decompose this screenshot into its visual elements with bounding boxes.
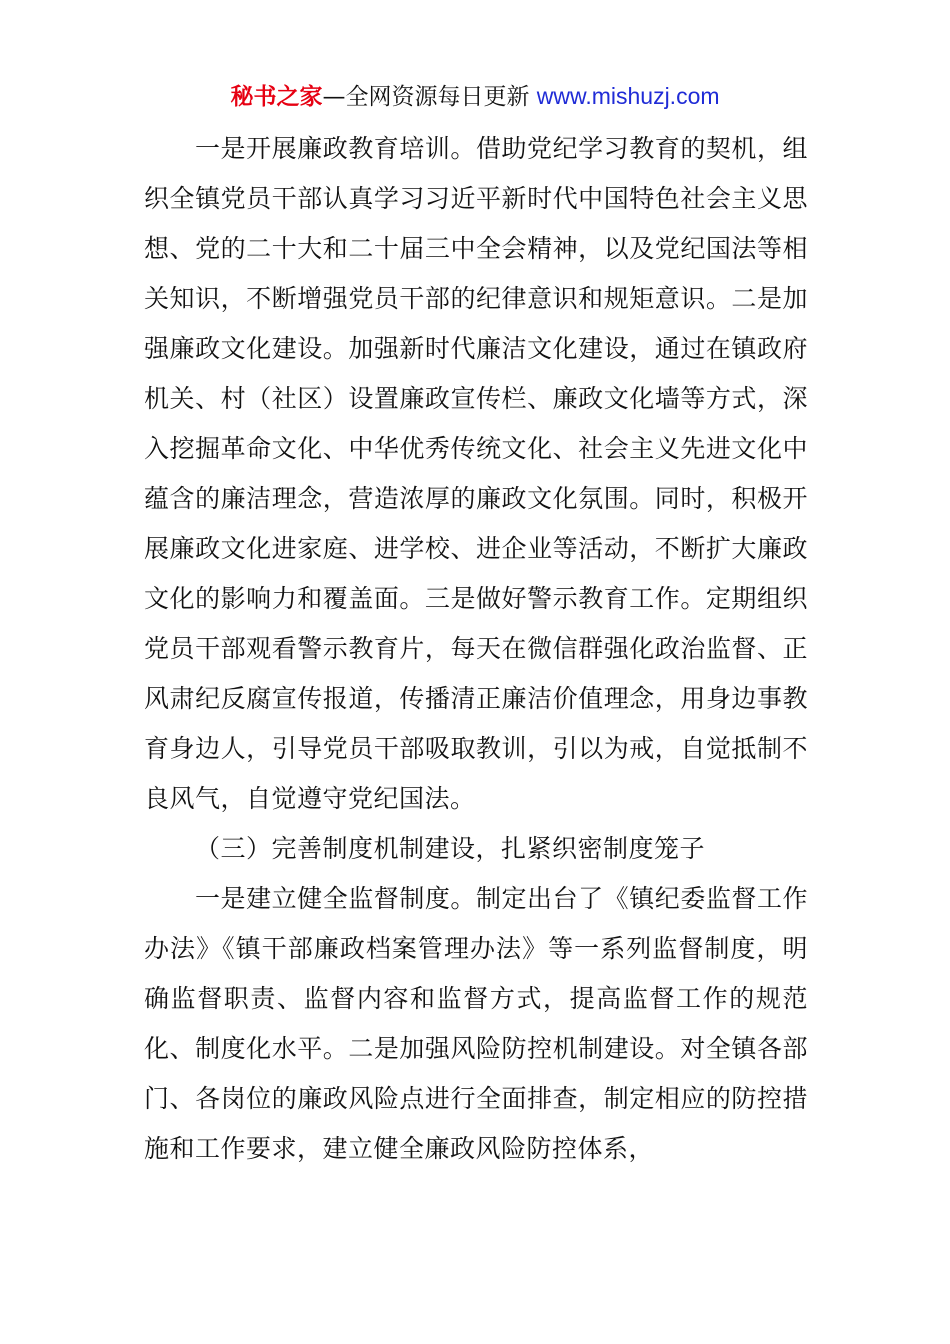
paragraph-system: 一是建立健全监督制度。制定出台了《镇纪委监督工作办法》《镇干部廉政档案管理办法》等一系列监督制度，明确监督职责、监督内容和监督方式，提高监督工作的规范化、制度化水平。二是加强风险防控机制建设。对全镇各部门、各岗位的廉政风险点进行全面排查，制定相应的防控措施和工作要求，建立健全廉政风险防控体系， bbox=[144, 884, 808, 1163]
site-url: www.mishuzj.com bbox=[536, 83, 720, 109]
paragraph-education: 一是开展廉政教育培训。借助党纪学习教育的契机，组织全镇党员干部认真学习习近平新时代中国特色社会主义思想、党的二十大和二十届三中全会精神，以及党纪国法等相关知识，不断增强党员干部的纪律意识和规矩意识。二是加强廉政文化建设。加强新时代廉洁文化建设，通过在镇政府机关、村（社区）设置廉政宣传栏、廉政文化墙等方式，深入挖掘革命文化、中华优秀传统文化、社会主义先进文化中蕴含的廉洁理念，营造浓厚的廉政文化氛围。同时，积极开展廉政文化进家庭、进学校、进企业等活动，不断扩大廉政文化的影响力和覆盖面。三是做好警示教育工作。定期组织党员干部观看警示教育片，每天在微信群强化政治监督、正风肃纪反腐宣传报道，传播清正廉洁价值理念，用身边事教育身边人，引导党员干部吸取教训，引以为戒，自觉抵制不良风气，自觉遵守党纪国法。 bbox=[144, 134, 808, 813]
document-body bbox=[144, 124, 808, 1174]
page-header bbox=[0, 79, 950, 113]
section-heading: （三）完善制度机制建设，扎紧织密制度笼子 bbox=[195, 834, 706, 863]
brand-name: 秘书之家 bbox=[230, 84, 323, 110]
header-tagline: —全网资源每日更新 bbox=[322, 84, 530, 110]
